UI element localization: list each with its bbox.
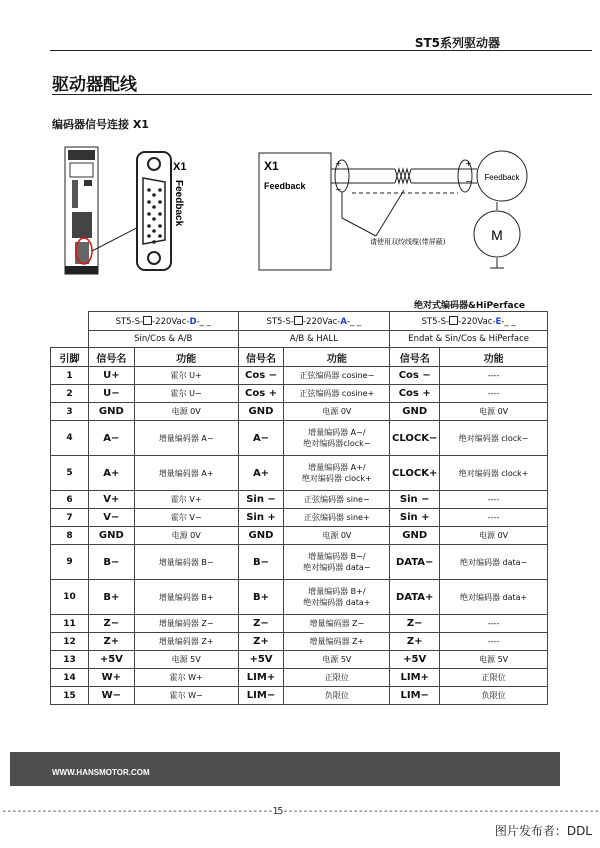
function-cell: 霍尔 W+ [134,669,238,687]
signal-cell: GND [390,527,440,545]
table-row [51,527,548,545]
function-cell: 电源 5V [134,651,238,669]
function-cell: 增量编码器 A− [134,421,238,456]
pin-cell: 1 [51,367,89,385]
signal-cell: Z+ [238,633,284,651]
function-cell: ---- [440,509,548,527]
signal-cell: LIM+ [238,669,284,687]
box-title: X1 [264,159,279,173]
db15-connector [137,152,171,270]
header-sig-2: 信号名 [238,348,284,367]
function-cell: 正限位 [440,669,548,687]
function-cell: ---- [440,385,548,403]
signal-cell: B+ [88,580,134,615]
table-row [51,403,548,421]
pin-cell: 14 [51,669,89,687]
signal-cell: Cos + [238,385,284,403]
function-cell: 电源 0V [284,403,390,421]
function-cell: 绝对编码器 data+ [440,580,548,615]
table-row [51,385,548,403]
signal-cell: GND [238,403,284,421]
encoder-label: Feedback [484,173,520,182]
absolute-encoder-title: 绝对式编码器&HiPerface [414,301,526,311]
signal-cell: Z− [390,615,440,633]
model-2: ST5-S- -220Vac-A-_ _ [238,312,390,331]
function-cell: 增量编码器 Z+ [134,633,238,651]
signal-cell: U+ [88,367,134,385]
header-pin: 引脚 [51,348,89,367]
function-cell: 增量编码器 A−/ 绝对编码器clock− [284,421,390,456]
pin-cell: 2 [51,385,89,403]
cable-note: 请使用双绞线缆(带屏蔽) [370,238,446,246]
function-cell: 增量编码器 B+/ 绝对编码器 data+ [284,580,390,615]
signal-cell: U− [88,385,134,403]
table-row [51,580,548,615]
function-cell: 电源 0V [440,403,548,421]
header-fn-1: 功能 [134,348,238,367]
table-row [51,651,548,669]
header-fn-3: 功能 [440,348,548,367]
function-cell: ---- [440,633,548,651]
pin-cell: 6 [51,491,89,509]
table-row [51,669,548,687]
signal-cell: CLOCK+ [390,456,440,491]
signal-cell: CLOCK− [390,421,440,456]
function-cell: 增量编码器 A+/ 绝对编码器 clock+ [284,456,390,491]
connector-label: X1 [173,161,187,173]
drive-unit-illustration [65,147,98,274]
function-cell: 电源 0V [440,527,548,545]
signal-cell: +5V [88,651,134,669]
signal-cell: Sin + [390,509,440,527]
plus-right: + [465,159,472,168]
signal-cell: B+ [238,580,284,615]
function-cell: 电源 0V [284,527,390,545]
function-cell: 增量编码器 Z− [134,615,238,633]
signal-cell: Z+ [390,633,440,651]
minus-left: − [335,185,342,194]
function-cell: 正弦编码器 sine− [284,491,390,509]
signal-cell: W+ [88,669,134,687]
signal-cell: Cos − [238,367,284,385]
signal-cell: W− [88,687,134,705]
table-row [51,509,548,527]
signal-cell: GND [238,527,284,545]
table-row [51,491,548,509]
function-cell: 绝对编码器 clock+ [440,456,548,491]
signal-cell: A− [88,421,134,456]
signal-cell: +5V [238,651,284,669]
signal-cell: Sin − [238,491,284,509]
function-cell: 电源 0V [134,403,238,421]
function-cell: 正弦编码器 cosine+ [284,385,390,403]
table-row [51,545,548,580]
signal-cell: LIM+ [390,669,440,687]
plus-left: + [335,159,342,168]
header-title: ST5系列驱动器 [414,36,500,50]
subsection-title: 编码器信号连接 X1 [52,118,149,131]
signal-cell: A+ [88,456,134,491]
pin-cell: 10 [51,580,89,615]
function-cell: 负限位 [284,687,390,705]
header-fn-2: 功能 [284,348,390,367]
function-cell: 正限位 [284,669,390,687]
signal-cell: Z− [88,615,134,633]
signal-cell: V+ [88,491,134,509]
signal-cell: GND [390,403,440,421]
minus-right: − [465,177,472,186]
function-cell: 绝对编码器 data− [440,545,548,580]
pin-cell: 3 [51,403,89,421]
page-number: ------------------------------------------------------15--------------------------------------------------------------- [1,806,599,817]
function-cell: 正弦编码器 sine+ [284,509,390,527]
signal-cell: Z− [238,615,284,633]
pin-cell: 4 [51,421,89,456]
table-row [51,633,548,651]
function-cell: 增量编码器 B+ [134,580,238,615]
table-row [51,456,548,491]
signal-cell: Sin − [390,491,440,509]
function-cell: 霍尔 U+ [134,367,238,385]
function-cell: 负限位 [440,687,548,705]
model-1: ST5-S- -220Vac-D-_ _ [88,312,238,331]
function-cell: 增量编码器 Z+ [284,633,390,651]
signal-cell: LIM− [238,687,284,705]
pin-cell: 9 [51,545,89,580]
motor-label: M [491,227,503,243]
function-cell: 正弦编码器 cosine− [284,367,390,385]
model-2-sub: A/B & HALL [238,331,390,348]
table-row [51,615,548,633]
signal-cell: V− [88,509,134,527]
function-cell: 增量编码器 A+ [134,456,238,491]
function-cell: ---- [440,615,548,633]
model-3: ST5-S- -220Vac-E-_ _ [390,312,548,331]
signal-cell: GND [88,527,134,545]
pin-cell: 7 [51,509,89,527]
signal-cell: LIM− [390,687,440,705]
table-row [51,367,548,385]
pin-cell: 12 [51,633,89,651]
box-subtitle: Feedback [264,181,306,191]
function-cell: 电源 5V [284,651,390,669]
header-sig-3: 信号名 [390,348,440,367]
signal-cell: GND [88,403,134,421]
signal-cell: Cos − [390,367,440,385]
wiring-figure [0,0,600,300]
function-cell: ---- [440,367,548,385]
signal-cell: DATA− [390,545,440,580]
pin-cell: 11 [51,615,89,633]
signal-cell: B− [238,545,284,580]
signal-cell: +5V [390,651,440,669]
connector-vertical-label: Feedback [173,180,184,227]
footer-url[interactable]: WWW.HANSMOTOR.COM [52,768,150,777]
signal-cell: Sin + [238,509,284,527]
pin-cell: 5 [51,456,89,491]
function-cell: 霍尔 U− [134,385,238,403]
pin-table [50,311,548,705]
signal-cell: B− [88,545,134,580]
model-1-sub: Sin/Cos & A/B [88,331,238,348]
function-cell: 增量编码器 Z− [284,615,390,633]
table-row [51,421,548,456]
function-cell: 增量编码器 B−/ 绝对编码器 data− [284,545,390,580]
pin-cell: 13 [51,651,89,669]
function-cell: ---- [440,491,548,509]
function-cell: 霍尔 V− [134,509,238,527]
function-cell: 绝对编码器 clock− [440,421,548,456]
function-cell: 增量编码器 B− [134,545,238,580]
signal-cell: Z+ [88,633,134,651]
function-cell: 霍尔 W− [134,687,238,705]
function-cell: 电源 0V [134,527,238,545]
function-cell: 霍尔 V+ [134,491,238,509]
signal-cell: Cos + [390,385,440,403]
signal-cell: A+ [238,456,284,491]
table-row [51,687,548,705]
section-title: 驱动器配线 [52,75,137,95]
pin-cell: 15 [51,687,89,705]
pin-cell: 8 [51,527,89,545]
publisher-credit: 图片发布者：DDL [494,824,592,838]
model-3-sub: Endat & Sin/Cos & HiPerface [390,331,548,348]
signal-cell: A− [238,421,284,456]
header-sig-1: 信号名 [88,348,134,367]
signal-cell: DATA+ [390,580,440,615]
function-cell: 电源 5V [440,651,548,669]
